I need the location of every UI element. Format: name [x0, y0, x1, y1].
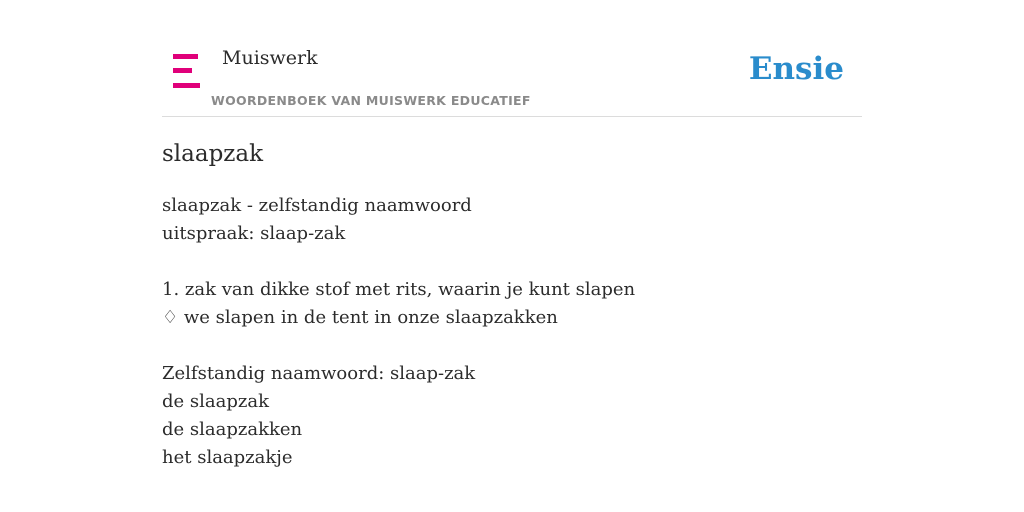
entry-line-plural: de slaapzakken [162, 419, 303, 440]
entry-line-word-class: slaapzak - zelfstandig naamwoord [162, 195, 472, 216]
entry-title: slaapzak [162, 141, 264, 167]
brand-name[interactable]: Muiswerk [222, 47, 318, 69]
entry-line-hyphenation: Zelfstandig naamwoord: slaap-zak [162, 363, 476, 384]
header [162, 0, 862, 117]
entry-definition [162, 192, 635, 472]
ensie-logo[interactable]: Ensie [748, 51, 844, 87]
entry-line-pronunciation: uitspraak: slaap-zak [162, 223, 346, 244]
entry-line-diminutive: het slaapzakje [162, 447, 293, 468]
entry-line-example: ♢ we slapen in de tent in onze slaapzakken [162, 307, 558, 328]
muiswerk-logo-icon[interactable] [173, 54, 200, 88]
entry-line-blank [162, 248, 635, 276]
entry-line-blank [162, 332, 635, 360]
entry-line-singular: de slaapzak [162, 391, 269, 412]
brand-subtitle: WOORDENBOEK VAN MUISWERK EDUCATIEF [211, 93, 531, 108]
entry-line-meaning: 1. zak van dikke stof met rits, waarin je kunt slapen [162, 279, 636, 300]
